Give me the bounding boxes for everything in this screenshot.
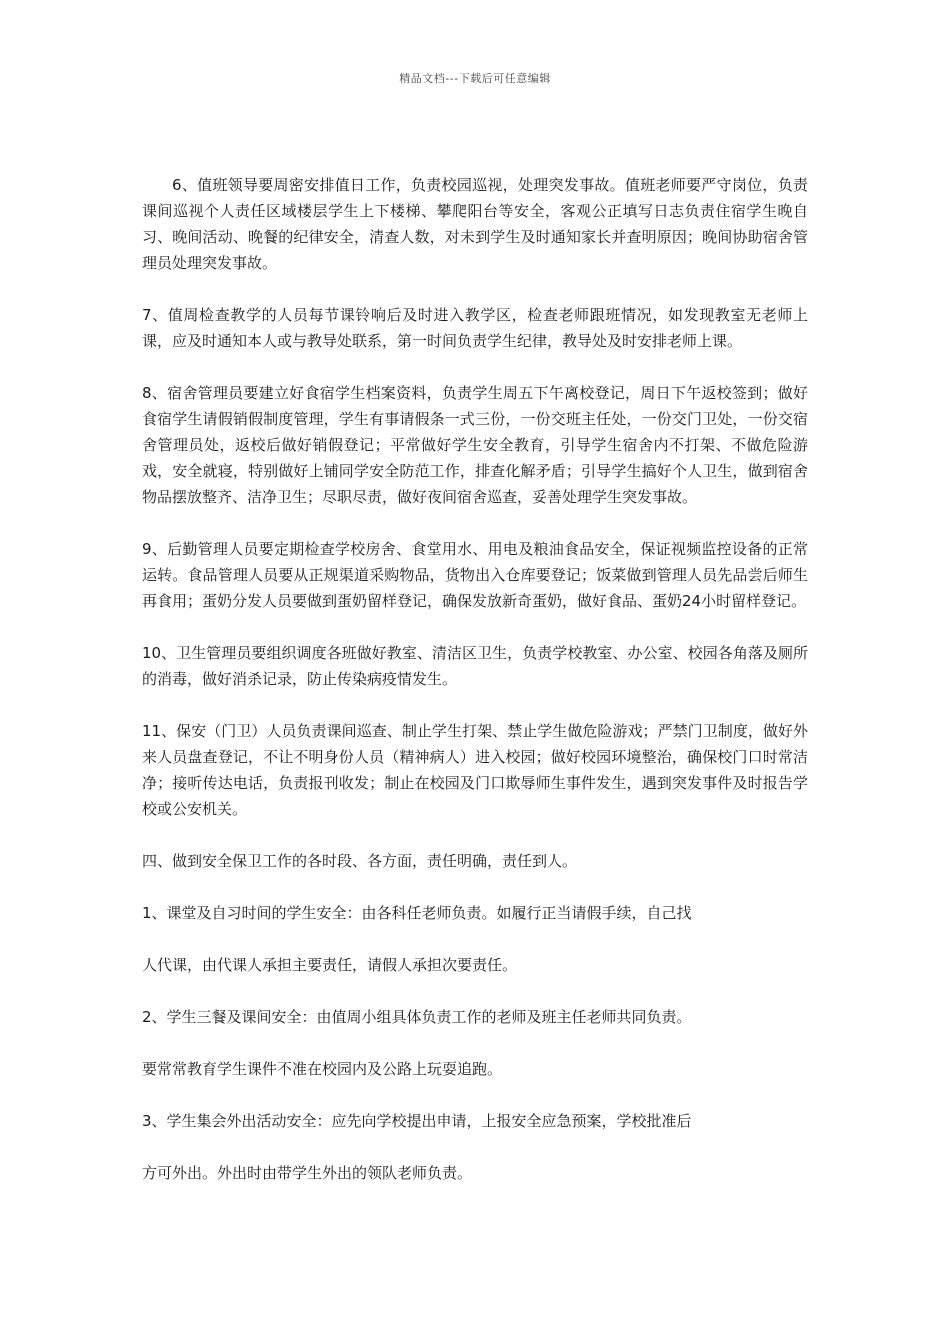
paragraph-item-3-part-1: 3、学生集会外出活动安全：应先向学校提出申请，上报安全应急预案，学校批准后 (142, 1112, 692, 1130)
paragraph-item-1-part-1: 1、课堂及自习时间的学生安全：由各科任老师负责。如履行正当请假手续，自己找 (142, 904, 692, 922)
paragraph-item-2-part-2: 要常常教育学生课件不准在校园内及公路上玩耍追跑。 (142, 1060, 503, 1078)
paragraph-item-1-part-2: 人代课，由代课人承担主要责任，请假人承担次要责任。 (142, 956, 518, 974)
paragraph-item-7: 7、值周检查教学的人员每节课铃响后及时进入教学区，检查老师跟班情况，如发现教室无老师上课，应及时通知本人或与教导处联系，第一时间负责学生纪律，教导处及时安排老师上课。 (142, 306, 808, 350)
page-header: 精品文档---下载后可任意编辑 (399, 72, 551, 85)
section-heading-4: 四、做到安全保卫工作的各时段、各方面，责任明确，责任到人。 (142, 852, 578, 870)
paragraph-item-10: 10、卫生管理员要组织调度各班做好教室、清洁区卫生，负责学校教室、办公室、校园各角落及厕所的消毒，做好消杀记录，防止传染病疫情发生。 (142, 644, 808, 688)
paragraph-item-2-part-1: 2、学生三餐及课间安全：由值周小组具体负责工作的老师及班主任老师共同负责。 (142, 1008, 692, 1026)
paragraph-item-11: 11、保安（门卫）人员负责课间巡查、制止学生打架、禁止学生做危险游戏；严禁门卫制度，做好外来人员盘查登记，不让不明身份人员（精神病人）进入校园；做好校园环境整治，确保校门口时常洁净；接听传达电话，负责报刊收发；制止在校园及门口欺辱师生事件发生，遇到突发事件及时报告学校或公安机关。 (142, 722, 808, 818)
paragraph-item-8: 8、宿舍管理员要建立好食宿学生档案资料，负责学生周五下午离校登记，周日下午返校签到；做好食宿学生请假销假制度管理，学生有事请假条一式三份，一份交班主任处，一份交门卫处，一份交宿舍管理员处，返校后做好销假登记；平常做好学生安全教育，引导学生宿舍内不打架、不做危险游戏，安全就寝，特别做好上铺同学安全防范工作，排查化解矛盾；引导学生搞好个人卫生，做到宿舍物品摆放整齐、洁净卫生；尽职尽责，做好夜间宿舍巡查，妥善处理学生突发事故。 (142, 384, 808, 506)
paragraph-item-6: 6、值班领导要周密安排值日工作，负责校园巡视，处理突发事故。值班老师要严守岗位，负责课间巡视个人责任区域楼层学生上下楼梯、攀爬阳台等安全，客观公正填写日志负责住宿学生晚自习、晚间活动、晚餐的纪律安全，清查人数，对未到学生及时通知家长并查明原因；晚间协助宿舍管理员处理突发事故。 (142, 176, 808, 272)
paragraph-item-9: 9、后勤管理人员要定期检查学校房舍、食堂用水、用电及粮油食品安全，保证视频监控设备的正常运转。食品管理人员要从正规渠道采购物品，货物出入仓库要登记；饭菜做到管理人员先品尝后师生再食用；蛋奶分发人员要做到蛋奶留样登记，确保发放新奇蛋奶，做好食品、蛋奶24小时留样登记。 (142, 540, 808, 610)
document-body (142, 172, 808, 1212)
paragraph-item-3-part-2: 方可外出。外出时由带学生外出的领队老师负责。 (142, 1164, 473, 1182)
